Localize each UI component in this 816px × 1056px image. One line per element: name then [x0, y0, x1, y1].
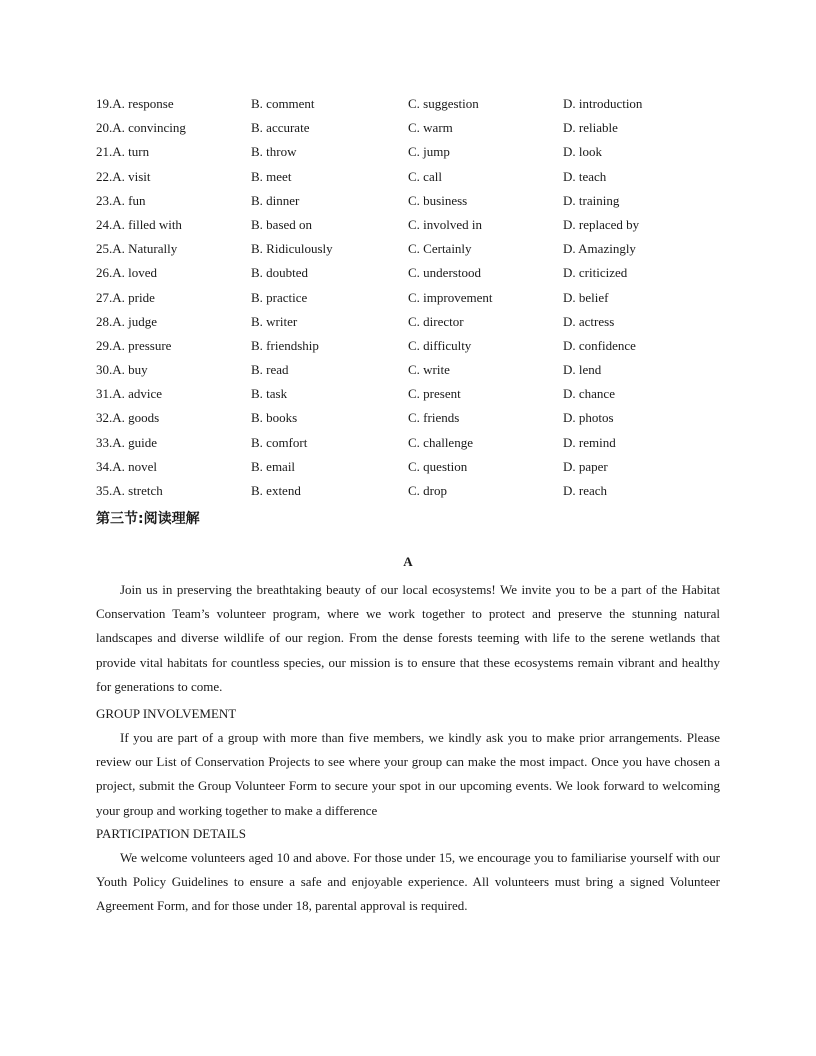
option-text: A. visit: [112, 168, 151, 184]
question-number: 25.: [96, 241, 113, 257]
option-c: C. drop: [408, 483, 447, 498]
option-row: [96, 118, 736, 142]
option-d: D. introduction: [563, 96, 643, 111]
option-a: [96, 312, 157, 332]
question-number: 23.: [96, 192, 113, 208]
option-d: D. chance: [563, 386, 615, 402]
question-number: 31.: [96, 386, 113, 402]
option-a: [96, 118, 186, 138]
question-number: 35.: [96, 483, 113, 498]
option-text: A. judge: [112, 313, 158, 329]
option-a: [96, 288, 155, 308]
option-b: B. friendship: [251, 337, 319, 353]
question-number: 21.: [96, 144, 113, 160]
option-c: C. Certainly: [408, 241, 472, 257]
option-row: [96, 481, 736, 505]
option-c: C. friends: [408, 410, 460, 426]
option-b: B. extend: [251, 483, 301, 498]
option-text: A. Naturally: [112, 241, 178, 257]
question-number: 34.: [96, 458, 113, 474]
option-text: A. loved: [112, 265, 158, 281]
option-text: A. advice: [112, 386, 163, 402]
option-c: C. question: [408, 458, 468, 474]
option-d: D. training: [563, 192, 620, 208]
option-d: D. confidence: [563, 337, 636, 353]
option-text: A. convincing: [112, 120, 186, 136]
option-d: D. look: [563, 144, 602, 160]
option-c: C. improvement: [408, 289, 493, 305]
option-text: A. fun: [112, 192, 146, 208]
option-d: D. photos: [563, 410, 614, 426]
option-row: [96, 215, 736, 239]
option-b: B. throw: [251, 144, 297, 160]
option-row: [96, 191, 736, 215]
intro-paragraph: Join us in preserving the breathtaking beauty of our local ecosystems! We invite you to be a part of the Habitat Conservation Team’s volunteer program, where we work together to protect and preserve the stunning natural landscapes and diverse wildlife of our region. From the dense forests teeming with life to the serene wetlands that provide vital habitats for countless species, our mission is to ensure that these ecosystems remain vibrant and healthy for generations to come.: [96, 582, 720, 694]
option-row: [96, 94, 736, 118]
option-row: [96, 312, 736, 336]
option-text: A. turn: [112, 144, 150, 160]
option-c: C. difficulty: [408, 337, 472, 353]
question-number: 26.: [96, 265, 113, 281]
option-c: C. director: [408, 313, 464, 329]
option-row: [96, 384, 736, 408]
option-row: [96, 336, 736, 360]
options-list: [96, 94, 736, 505]
option-row: [96, 433, 736, 457]
option-d: D. replaced by: [563, 216, 640, 232]
option-a: [96, 457, 157, 477]
option-c: C. understood: [408, 265, 481, 281]
group-involvement-heading: GROUP INVOLVEMENT: [96, 706, 237, 721]
option-c: C. present: [408, 386, 461, 402]
option-b: B. doubted: [251, 265, 309, 281]
option-row: [96, 263, 736, 287]
option-row: [96, 360, 736, 384]
option-text: A. novel: [112, 458, 158, 474]
option-a: [96, 336, 171, 356]
option-row: [96, 288, 736, 312]
option-c: C. jump: [408, 144, 450, 160]
option-text: A. pressure: [112, 337, 172, 353]
option-b: B. books: [251, 410, 298, 426]
option-a: [96, 94, 174, 114]
option-a: [96, 167, 151, 187]
option-b: B. writer: [251, 313, 298, 329]
question-number: 28.: [96, 313, 113, 329]
question-number: 29.: [96, 337, 113, 353]
option-row: [96, 408, 736, 432]
option-d: D. teach: [563, 168, 607, 184]
question-number: 32.: [96, 410, 113, 426]
option-a: [96, 433, 157, 453]
option-a: [96, 384, 162, 404]
option-b: B. Ridiculously: [251, 241, 333, 257]
option-d: D. Amazingly: [563, 241, 636, 257]
option-a: [96, 481, 163, 501]
option-row: [96, 457, 736, 481]
option-b: B. comfort: [251, 434, 308, 450]
section-title: 第三节:阅读理解: [96, 511, 200, 527]
option-b: B. practice: [251, 289, 308, 305]
option-a: [96, 239, 177, 259]
option-text: A. buy: [112, 362, 148, 378]
option-text: A. goods: [112, 410, 160, 426]
option-a: [96, 360, 148, 380]
option-a: [96, 263, 157, 283]
option-b: B. based on: [251, 216, 313, 232]
option-c: C. write: [408, 362, 450, 378]
option-b: B. task: [251, 386, 288, 402]
option-c: C. involved in: [408, 216, 483, 232]
question-number: 22.: [96, 168, 113, 184]
option-d: D. lend: [563, 362, 602, 378]
option-text: A. filled with: [112, 216, 182, 232]
question-number: 27.: [96, 289, 113, 305]
participation-details-heading: PARTICIPATION DETAILS: [96, 826, 246, 841]
option-a: [96, 215, 182, 235]
question-number: 24.: [96, 216, 113, 232]
option-text: A. pride: [112, 289, 155, 305]
option-d: D. belief: [563, 289, 609, 305]
option-d: D. reach: [563, 483, 608, 498]
option-c: C. call: [408, 168, 442, 184]
option-row: [96, 167, 736, 191]
option-a: [96, 191, 145, 211]
option-b: B. meet: [251, 168, 292, 184]
option-a: [96, 142, 149, 162]
option-b: B. email: [251, 458, 296, 474]
option-d: D. paper: [563, 458, 608, 474]
option-d: D. reliable: [563, 120, 618, 136]
option-b: B. accurate: [251, 120, 310, 136]
participation-details-paragraph: We welcome volunteers aged 10 and above. For those under 15, we encourage you to familiarise yourself with our Youth Policy Guidelines to ensure a safe and enjoyable experience. All volunteers must bring a signed Volunteer Agreement Form, and for those under 18, parental approval is required.: [96, 850, 720, 914]
option-c: C. business: [408, 192, 468, 208]
option-c: C. suggestion: [408, 96, 479, 111]
option-c: C. warm: [408, 120, 453, 136]
option-d: D. actress: [563, 313, 615, 329]
question-number: 33.: [96, 434, 113, 450]
option-text: A. guide: [112, 434, 158, 450]
option-row: [96, 239, 736, 263]
option-text: A. stretch: [112, 483, 163, 498]
passage-letter: A: [403, 554, 413, 569]
option-b: B. read: [251, 362, 289, 378]
question-number: 19.: [96, 96, 113, 111]
option-b: B. comment: [251, 96, 315, 111]
option-d: D. criticized: [563, 265, 628, 281]
option-b: B. dinner: [251, 192, 300, 208]
option-row: [96, 142, 736, 166]
option-c: C. challenge: [408, 434, 473, 450]
option-a: [96, 408, 159, 428]
option-text: A. response: [112, 96, 174, 111]
question-number: 20.: [96, 120, 113, 136]
question-number: 30.: [96, 362, 113, 378]
group-involvement-paragraph: If you are part of a group with more than five members, we kindly ask you to make prior arrangements. Please review our List of Conservation Projects to see where your group can make the most impact. Once you have chosen a project, submit the Group Volunteer Form to secure your spot in our upcoming events. We look forward to welcoming your group and working together to make a difference: [96, 730, 720, 818]
option-d: D. remind: [563, 434, 616, 450]
